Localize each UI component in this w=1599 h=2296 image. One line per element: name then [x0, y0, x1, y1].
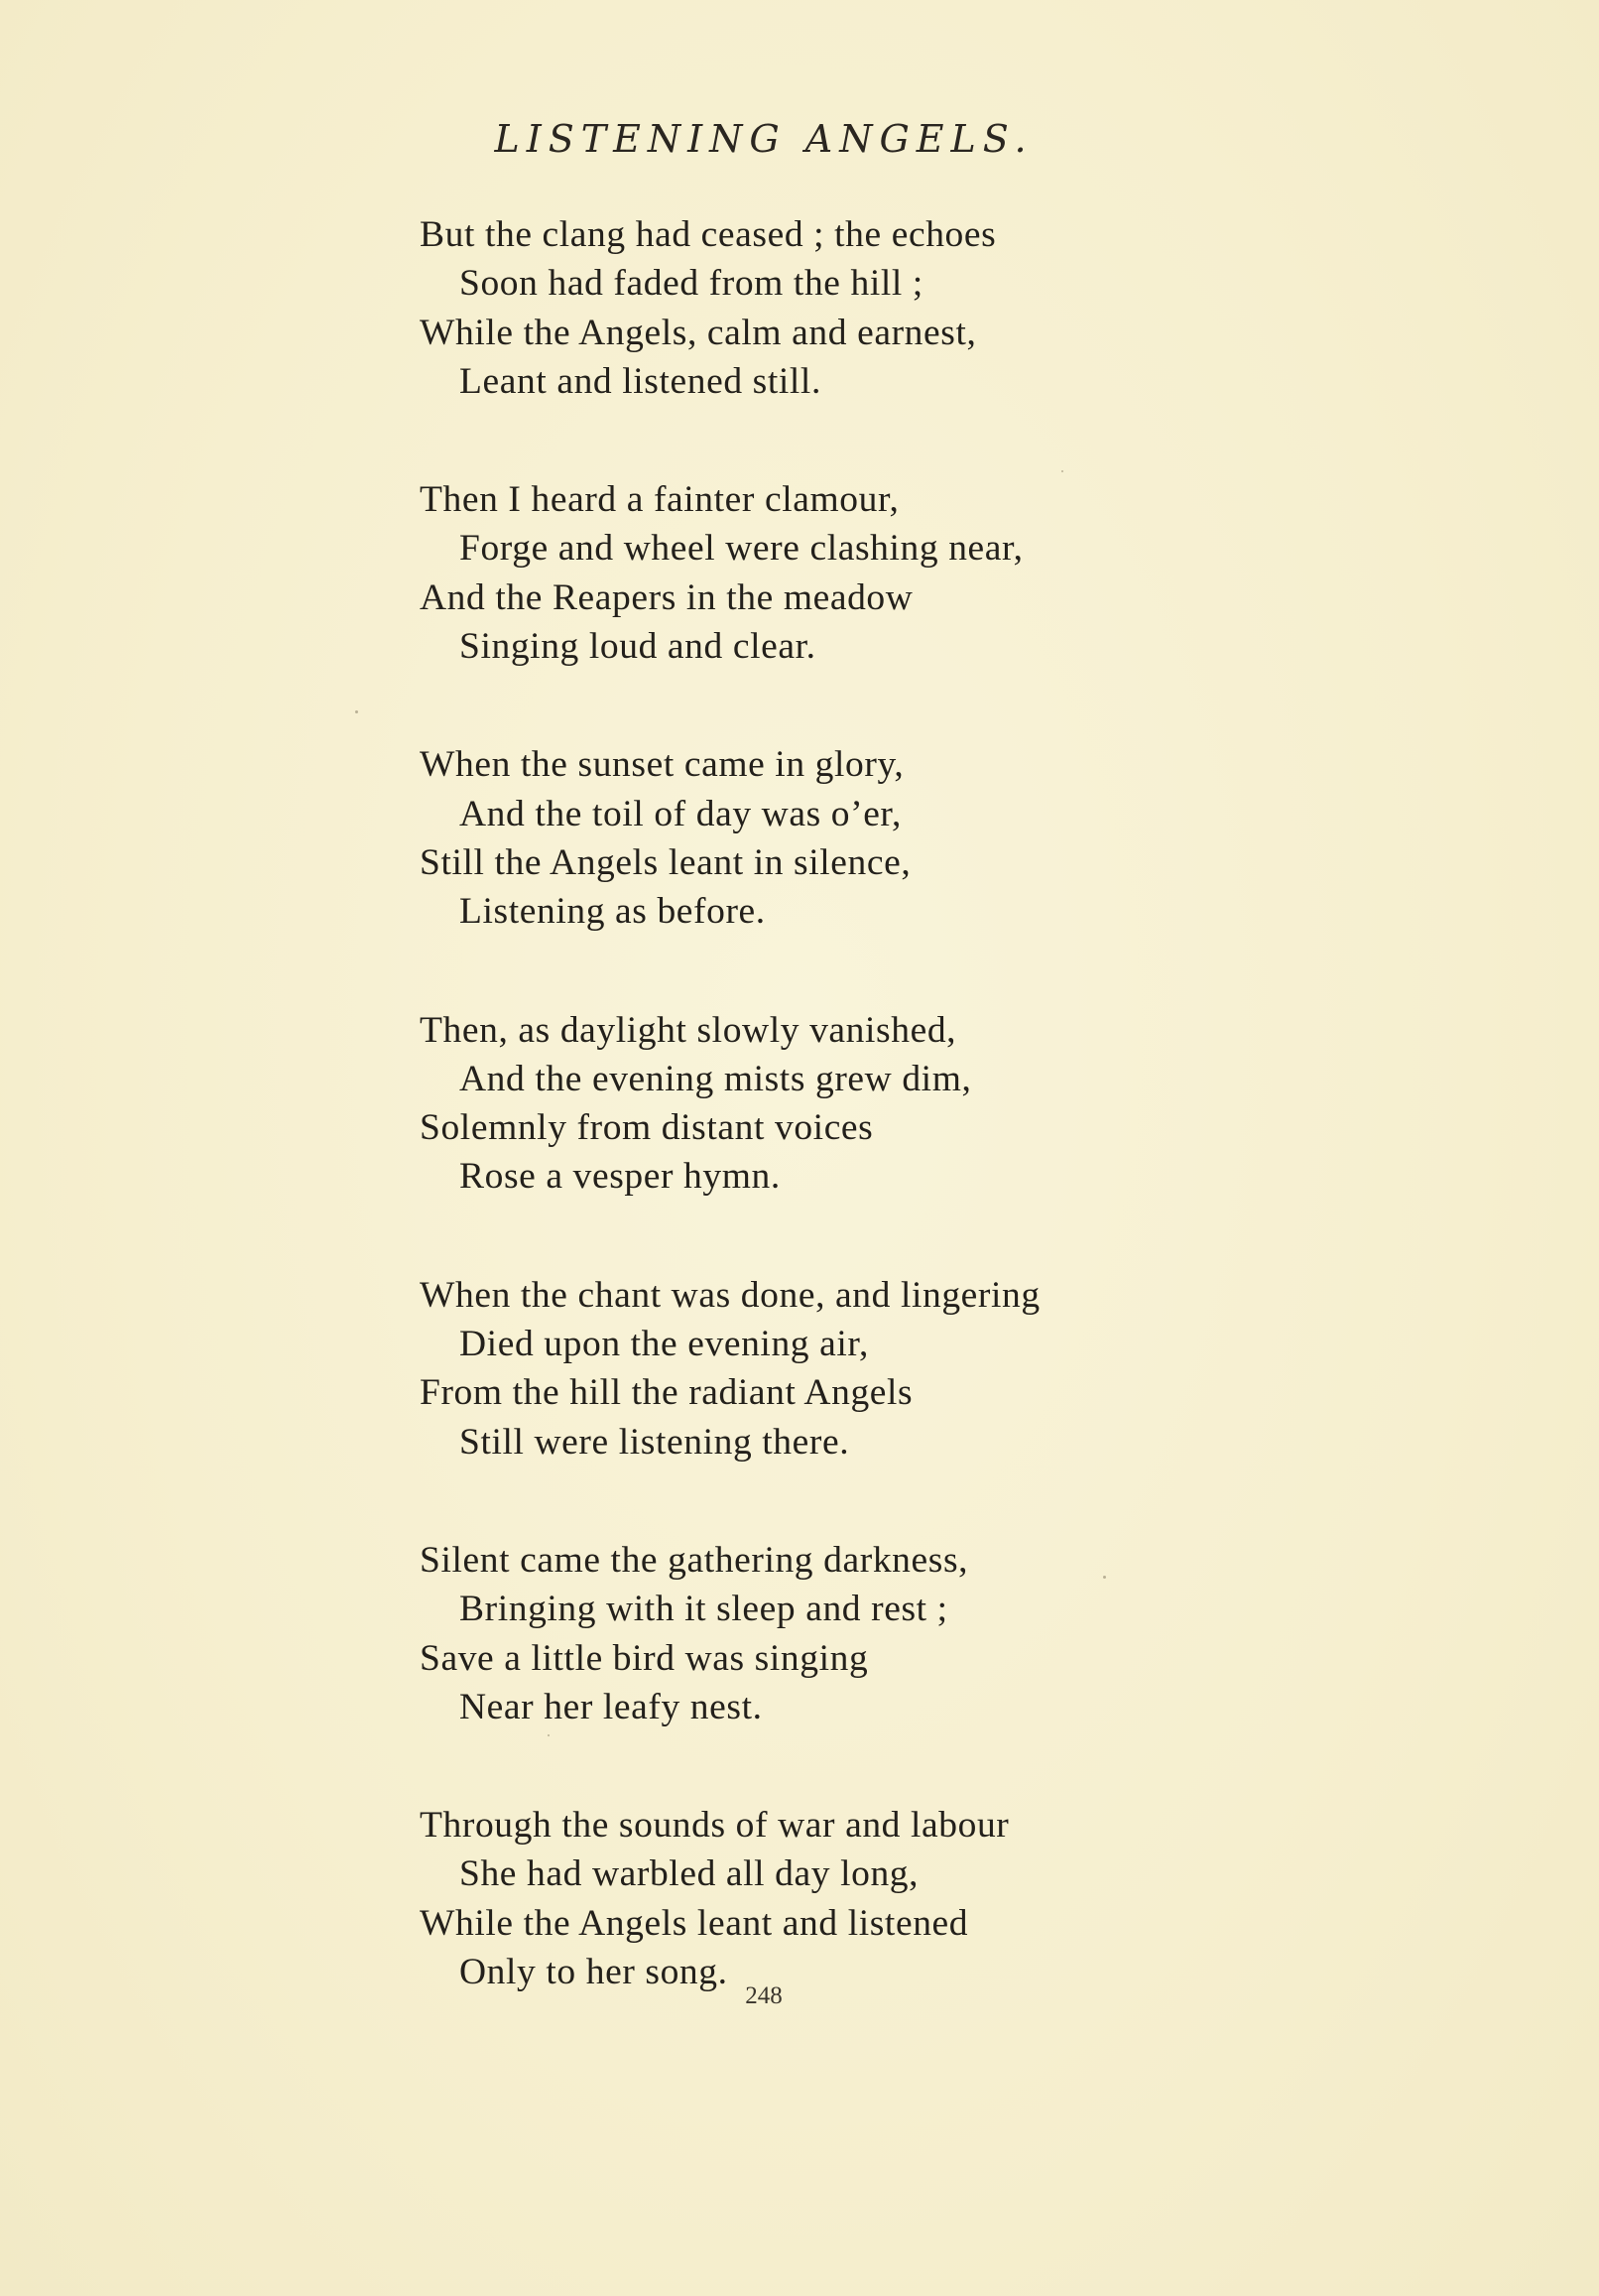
stanza-3	[420, 740, 1412, 936]
poem-line: Save a little bird was singing	[420, 1637, 869, 1679]
poem-line: While the Angels leant and listened	[420, 1902, 969, 1944]
poem-line: From the hill the radiant Angels	[420, 1372, 914, 1414]
poem-line: Listening as before.	[459, 891, 766, 933]
page-number: 248	[745, 1982, 783, 2009]
poem-body	[420, 210, 1412, 2066]
poem-line: Through the sounds of war and labour	[420, 1805, 1010, 1847]
stanza-1	[420, 210, 1412, 406]
poem-line: Soon had faded from the hill ;	[459, 263, 923, 305]
poem-line: Forge and wheel were clashing near,	[459, 528, 1024, 570]
stanza-2	[420, 475, 1412, 671]
poem-line: And the toil of day was o’er,	[459, 793, 902, 834]
stanza-4	[420, 1006, 1412, 1202]
poem-line: Then, as daylight slowly vanished,	[420, 1009, 957, 1051]
paper-speck	[355, 710, 358, 713]
stanza-7	[420, 1801, 1412, 1996]
poem-line: Only to her song.	[459, 1952, 728, 1993]
poem-line: Rose a vesper hymn.	[459, 1156, 781, 1198]
poem-line: But the clang had ceased ; the echoes	[420, 214, 997, 255]
poem-line: Near her leafy nest.	[459, 1686, 763, 1727]
paper-speck	[1103, 1576, 1106, 1579]
paper-speck	[548, 1734, 550, 1736]
poem-line: And the evening mists grew dim,	[459, 1058, 972, 1099]
poem-line: When the chant was done, and lingering	[420, 1274, 1041, 1316]
poem-line: While the Angels, calm and earnest,	[420, 312, 977, 353]
poem-line: Bringing with it sleep and rest ;	[459, 1589, 948, 1630]
poem-line: Died upon the evening air,	[459, 1324, 869, 1365]
poem-line: Leant and listened still.	[459, 360, 821, 402]
stanza-6	[420, 1536, 1412, 1731]
poem-line: Singing loud and clear.	[459, 626, 816, 668]
poem-line: When the sunset came in glory,	[420, 744, 905, 786]
poem-line: She had warbled all day long,	[459, 1853, 920, 1895]
poem-line: Still the Angels leant in silence,	[420, 841, 912, 883]
poem-line: Then I heard a fainter clamour,	[420, 479, 900, 521]
poem-line: Still were listening there.	[459, 1421, 850, 1463]
running-title: LISTENING ANGELS.	[494, 117, 1034, 161]
poem-line: Solemnly from distant voices	[420, 1107, 874, 1149]
stanza-5	[420, 1271, 1412, 1467]
poem-line: And the Reapers in the meadow	[420, 576, 914, 618]
poem-line: Silent came the gathering darkness,	[420, 1539, 969, 1581]
paper-speck	[1061, 470, 1063, 472]
